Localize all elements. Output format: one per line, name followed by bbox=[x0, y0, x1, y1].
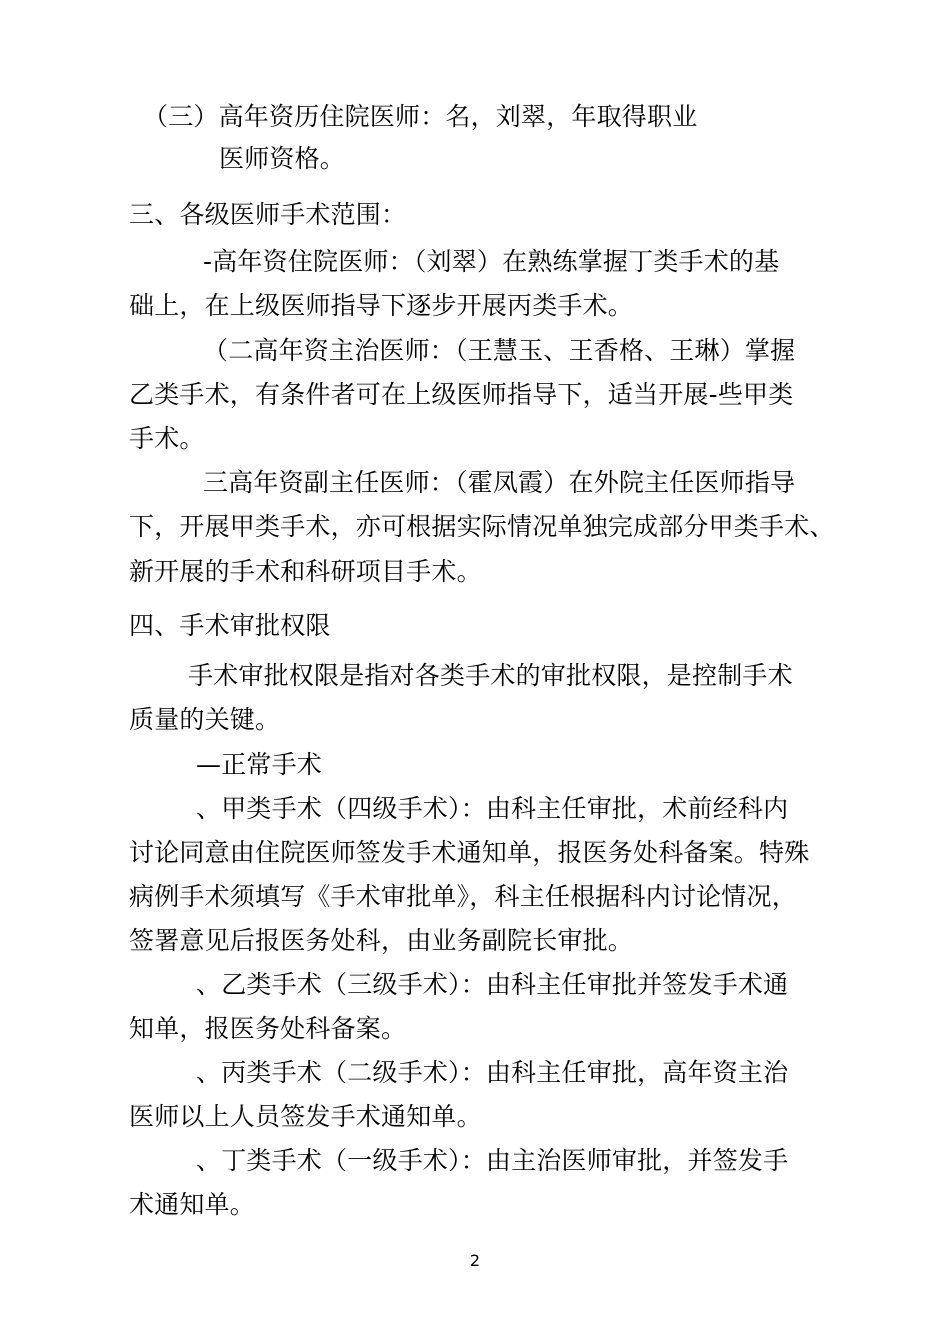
text-line-23: 医师以上人员签发手术通知单。 bbox=[129, 1102, 482, 1131]
text-line-9: 三高年资副主任医师：（霍凤霞）在外院主任医师指导 bbox=[203, 468, 796, 497]
text-line-14: 质量的关键。 bbox=[129, 705, 281, 734]
section-heading-3: 三、各级医师手术范围： bbox=[129, 200, 407, 229]
text-line-5: 础上，在上级医师指导下逐步开展丙类手术。 bbox=[129, 291, 634, 320]
text-line-2: 医师资格。 bbox=[219, 144, 346, 173]
section-heading-4: 四、手术审批权限 bbox=[129, 611, 331, 640]
text-line-17: 讨论同意由住院医师签发手术通知单，报医务处科备案。特殊 bbox=[129, 838, 810, 867]
text-line-25: 术通知单。 bbox=[129, 1190, 256, 1219]
text-line-16: 、甲类手术（四级手术）：由科主任审批，术前经科内 bbox=[196, 794, 789, 823]
text-line-4: -高年资住院医师：（刘翠）在熟练掌握丁类手术的基 bbox=[203, 247, 780, 276]
text-line-13: 手术审批权限是指对各类手术的审批权限，是控制手术 bbox=[188, 661, 793, 690]
text-line-6: （二高年资主治医师：（王慧玉、王香格、王琳）掌握 bbox=[203, 336, 796, 365]
text-line-10: 下，开展甲类手术，亦可根据实际情况单独完成部分甲类手术、 bbox=[129, 512, 835, 541]
text-line-22: 、丙类手术（二级手术）：由科主任审批，高年资主治 bbox=[196, 1058, 789, 1087]
text-line-24: 、丁类手术（一级手术）：由主治医师审批，并签发手 bbox=[196, 1146, 789, 1175]
subheading-normal-surgery: —正常手术 bbox=[196, 750, 323, 779]
text-line-19: 签署意见后报医务处科，由业务副院长审批。 bbox=[129, 926, 634, 955]
page-number: 2 bbox=[469, 1251, 481, 1270]
text-line-7: 乙类手术，有条件者可在上级医师指导下，适当开展-些甲类 bbox=[129, 380, 794, 409]
text-line-8: 手术。 bbox=[129, 424, 205, 453]
text-line-11: 新开展的手术和科研项目手术。 bbox=[129, 557, 482, 586]
text-line-18: 病例手术须填写《手术审批单》，科主任根据科内讨论情况， bbox=[129, 882, 797, 911]
text-line-1: （三）高年资历住院医师：名，刘翠，年取得职业 bbox=[143, 102, 698, 131]
text-line-21: 知单，报医务处科备案。 bbox=[129, 1014, 407, 1043]
text-line-20: 、乙类手术（三级手术）：由科主任审批并签发手术通 bbox=[196, 970, 789, 999]
